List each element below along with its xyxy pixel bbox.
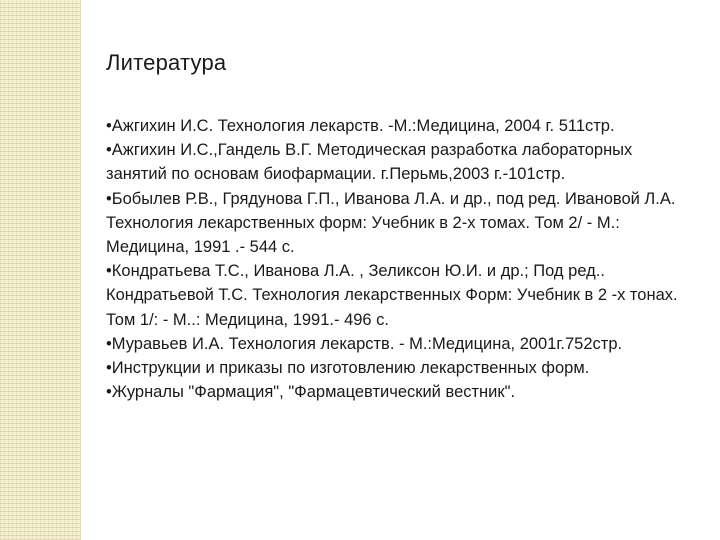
decorative-side-band bbox=[0, 0, 80, 540]
reference-list bbox=[106, 114, 686, 404]
side-divider bbox=[80, 0, 81, 540]
reference-item: •Ажгихин И.С. Технология лекарств. -М.:Медицина, 2004 г. 511стр. bbox=[106, 117, 615, 135]
reference-item: •Кондратьева Т.С., Иванова Л.А. , Зеликсон Ю.И. и др.; Под ред.. Кондратьевой Т.С. Технология лекарственных Форм: Учебник в 2 -х тонах. Том 1/: - М..: Медицина, 1991.- 496 с. bbox=[106, 262, 678, 329]
slide-title: Литература bbox=[106, 50, 227, 75]
reference-item: •Бобылев Р.В., Грядунова Г.П., Иванова Л.А. и др., под ред. Ивановой Л.А. Технология лекарственных форм: Учебник в 2-х томах. Том 2/ - М.: Медицина, 1991 .- 544 с. bbox=[106, 189, 676, 257]
reference-item: •Журналы "Фармация", "Фармацевтический вестник". bbox=[106, 383, 516, 402]
reference-item: •Муравьев И.А. Технология лекарств. - М.:Медицина, 2001г.752стр. bbox=[106, 334, 623, 353]
reference-item: •Ажгихин И.С.,Гандель В.Г. Методическая разработка лабораторных занятий по основам биофармации. г.Перьмь,2003 г.-101стр. bbox=[106, 141, 633, 184]
reference-item: •Инструкции и приказы по изготовлению лекарственных форм. bbox=[106, 359, 590, 378]
